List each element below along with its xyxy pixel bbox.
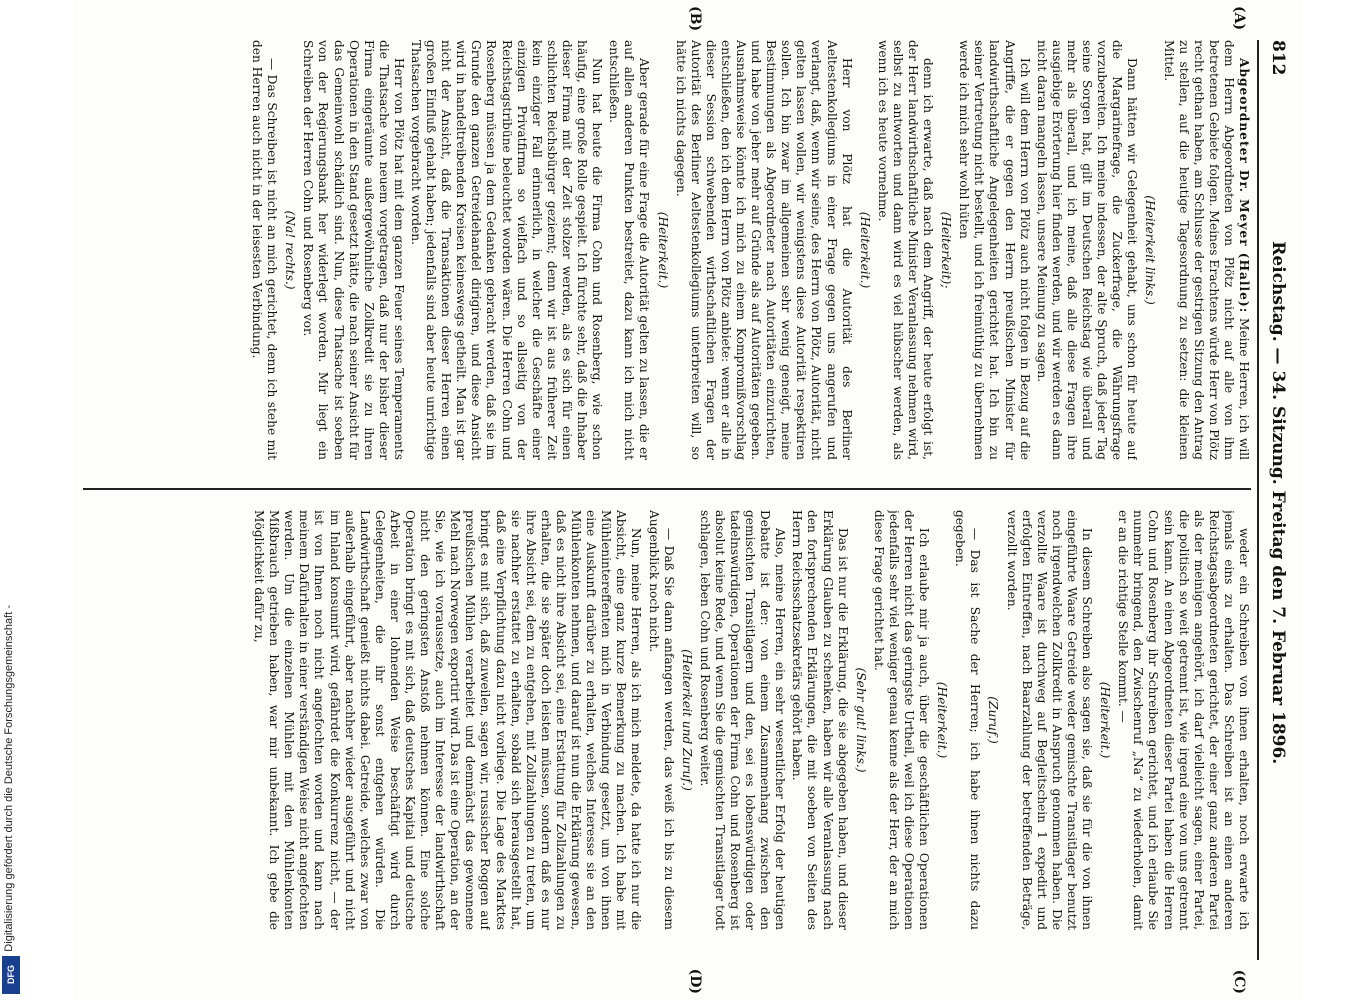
paragraph — [952, 510, 982, 930]
paragraph-text: Also, meine Herren, ein sehr wesentlicher Erfolg der heutigen Debatte ist der: von einem Zusammenhang zwischen den gemischten Transitlagern und den, sei es lobenswürdigen oder tadelnswürdigen, Operationen der Firma Cohn und Rosenberg ist absolut keine Rede, und wenn Sie die gemischten Transitlager todt schlagen, leben Cohn und Rosenberg weiter. — [697, 510, 788, 930]
paragraph-text: Nun, meine Herren, als ich mich meldete, da hatte ich nur die Absicht, eine ganz kurze Bemerkung zu machen. Ich habe mit Mühlenintereffenten mich in Verbindung gesetzt, um von ihnen eine Auskunft darüber zu erhalten, welches Interesse sie an den Mühlenkonten nehmen, und darauf ist nun die Erklärung gewesen, daß es nicht ihre Absicht sei, eine Erstattung für Zollzahlungen zu erhalten, die sie später doch leisten müssen, sondern daß es nur ihre Absicht sei, dem zu entgehen, mit Zollzahlungen zu treten, um sie nachher erstattet zu erhalten, sobald sich herausgestellt hat, daß eine Verpflichtung dazu nicht vorliege. Die Lage des Marktes bringt es mit sich, daß zuweilen, sagen wir, russischer Roggen auf preußischen Mühlen verarbeitet und demnächst das gewonnene Mehl nach Norwegen exportirt wird. Das ist eine Operation, an der Sie, wie ich voraussetze, auch im Interesse der landwirthschaft nicht den geringsten Anstoß nehmen können. Eine solche Operation bringt es mit sich, daß deutsches Kapital und deutsche Arbeit in einer lohnenden Weise beschäftigt wird durch Gelegenheiten, die ihr sonst entgehen würden. Die Landwirthschaft genießt nichts dabei. Getreide, welches zwar von außerhalb eingeführt, aber nachher wieder ausgeführt und nicht im Inland konsumirt wird, gefährdet die Konkurrenz nicht, — der ist von Ihnen noch nicht angefochten worden und kann nach meinem Dafürhalten in einer verständigen Weise nicht angefochten werden. Um die einzelnen Mühlen mit den Mühlenkonten Mißbrauch getrieben haben, war mir unbekannt. Ich gebe die Möglichkeit dafür zu, — [252, 510, 644, 930]
paragraph — [300, 40, 406, 460]
speaker-name: Abgeordneter Dr. Meyer (Halle): — [1237, 58, 1251, 314]
paragraph-text: Meine Herren, ich will dem Herrn Abgeordneten von Plötz nicht auf alle von ihm betretenen Gebiete folgen. Meines Erachtens würde Herr von Plötz recht gethan haben, am Schlusse der gestrigen Sitzung den Antrag zu stellen, auf die heutige Tagesordnung zu setzen: die kleinen Mittel. — [1161, 40, 1251, 460]
paragraph-text: — Das Schreiben ist nicht an mich gerichtet, denn ich stehe mit den Herren auch nicht in der leisesten Verbindung. — [250, 40, 280, 460]
paragraph-text: — Daß Sie dann anfangen werden, das weiß ich bis zu diesem Augenblick noch nicht. — [646, 510, 676, 930]
paragraph — [1115, 510, 1251, 930]
paragraph — [956, 40, 1031, 460]
paragraph — [251, 510, 643, 930]
paragraph — [1034, 40, 1140, 460]
stage-direction: (Heiterkeit.) — [935, 681, 950, 759]
attribution-strip — [0, 0, 22, 1000]
paragraph-text: Nun hat heute die Firma Cohn und Rosenberg, wie schon häufig, eine große Rolle gespielt. Ich fürchte sehr, daß die Inhaber dieser Firma mit der Zeit stolzer werden, als es sich für einen schlichten Reichsbürger geziemt; denn wir ist aus früherer Zeit kein einziger Fall erinnerlich, in welcher die Geschäfte einer einzigen Privatfirma so vielfach und so allseitig von der Reichstagstribüne beleuchtet worden wären. Die Herren Cohn und Rosenberg müssen ja dem Gedanken gebracht werden, daß sie im Grunde den ganzen Getreidehandel dirigiren, und diese Ansicht wird in handeltreibenden Kreisen keineswegs getheilt. Man ist gar nicht der Ansicht, daß die Transaktionen dieser Herren einen großen Einfluß gehabt haben; jedenfalls sind aber heute unrichtige Thatsachen vorgebracht worden. — [409, 40, 605, 460]
margin-mark-b: (B) — [687, 6, 703, 32]
column-divider — [83, 488, 1251, 490]
paragraph — [249, 40, 279, 460]
stage-direction: (Heiterkeit); — [939, 211, 954, 289]
stage-direction: (Heiterkeit und Zuruf.) — [679, 649, 694, 791]
paragraph — [875, 40, 935, 460]
margin-mark-c: (C) — [1231, 969, 1247, 994]
left-column — [83, 40, 1251, 460]
paragraph — [1160, 40, 1251, 460]
paragraph-text: Herr von Plötz hat die Autorität des Berliner Aeltestenkollegiums in einer Frage gegen uns angerufen und verlangt, daß, wenn wir seine, des Herrn von Plötz, Autorität, nicht gelten lassen wollen, wir wenigstens diese Autorität respektiren sollen. Ich bin zwar im allgemeinen sehr wenig geneigt, meine Bestimmungen als Abgeordneter nach Autoritäten einzurichten, und habe von jeher mehr auf Gründe als auf Autoritäten gegeben. Ausnahmsweise könnte ich mich zu einem Kompromißvorschlag entschließen, den ich dem Herrn von Plötz anbiete: wenn er alle in dieser Session schwebenden wirthschaftlichen Fragen der Autorität des Berliner Aeltestenkollegiums unterbreiten will, so hätte ich nichts dagegen. — [673, 40, 854, 460]
paragraph-text: Herr von Plötz hat mit dem ganzen Feuer seines Temperaments die Thatsache von neuem vorgetragen, daß nur der bisher dieser Firma eingeräumte außergewöhnliche Zollkredit sie zu ihren Operationen in den Stand gesetzt hätte, die nach seiner Ansicht für das Gemeinwohl schädlich sind. Nun, diese Thatsache ist soeben von der Regierungsbank her widerlegt worden. Mir liegt ein Schreiben der Herren Cohn und Rosenberg vor. — [301, 40, 406, 460]
stage-direction: (Na! rechts.) — [283, 210, 298, 290]
page-content-rotated — [73, 0, 1303, 1000]
paragraph — [789, 510, 849, 930]
paragraph — [645, 510, 675, 930]
paragraph-text: weder ein Schreiben von ihnen erhalten, noch erwarte ich jemals eins zu erhalten. Das Schreiben ist an einen anderen Reichstagsabgeordneten gerichtet, der einer ganz anderen Partei als der meinigen angehört, ich darf vielleicht sagen, einer Partei, die politisch so weit getrennt ist, wie irgend eine von uns getrennt sein kann. An einen Abgeordneten dieser Partei haben die Herren Cohn und Rosenberg ihr Schreiben gerichtet, und ich erlaube Sie nunmehr bringend, den Zwischenruf „Na“ zu wiederholen, damit er an die richtige Stelle kommt. — — [1116, 510, 1251, 930]
running-title: Reichstag. — 34. Sitzung. Freitag den 7. Februar 1896. — [1268, 241, 1288, 765]
stage-direction: (Heiterkeit.) — [857, 211, 872, 289]
paragraph-text: denn ich erwarte, daß nach dem Angriff, der heute erfolgt ist, der Herr landwirthschaftliche Minister Veranlassung nehmen wird, selbst zu antworten und dann wird es viel hübscher werden, als wenn ich es heute vornehme. — [875, 40, 936, 460]
paragraph-text: Dann hätten wir Gelegenheit gehabt, uns schon für heute auf die Margarinefrage, die Zuckerfrage, die Währungsfrage vorzubereiten. Ich meine indessen, der alte Spruch, daß jeder Tag seine Sorgen hat, gilt im Deutschen Reichstag wie überall und mehr als überall, und ich meine, daß alle diese Fragen ihre ausgiebige Erörterung hier finden werden, und wir werden es dann nicht daran mangeln lassen, unsere Meinung zu sagen. — [1034, 40, 1140, 460]
paragraph-text: Aber gerade für eine Frage die Autorität gelten zu lassen, die er auf allen anderen Punkten bestreitet, dazu kann ich mich nicht entschließen. — [607, 40, 652, 460]
header-rule — [1257, 40, 1259, 960]
paragraph — [697, 510, 788, 930]
stage-direction: (Zuruf.) — [986, 696, 1001, 744]
paragraph — [408, 40, 604, 460]
paragraph — [1004, 510, 1095, 930]
stage-direction: (Heiterkeit.) — [655, 211, 670, 289]
stage-direction: (Heiterkeit links.) — [1143, 195, 1158, 305]
paragraph — [871, 510, 931, 930]
paragraph-text: Ich erlaube mir ja auch, über die geschäftlichen Operationen der Herren nicht das geringste Urtheil, weil ich diese Operationen jedenfalls sehr viel weniger genau kenne als der Herr, der an mich diese Frage gerichtet hat. — [871, 510, 932, 930]
paragraph-text: Ich will dem Herrn von Plötz auch nicht folgen in Bezug auf die Angriffe, die er gegen den Herrn preußischen Minister für landwirthschaftliche Angelegenheiten gerichtet hat. Ich bin zu seiner Vertretung nicht bestellt, und ich freimüthig zu übernehmen werde ich mich sehr wohl hüten — [957, 40, 1032, 460]
margin-mark-a: (A) — [1231, 6, 1247, 31]
paragraph — [673, 40, 854, 460]
paragraph-text: Das ist nur die Erklärung, die sie abgegeben haben, und dieser Erklärung Glauben zu schenken, haben wir alle Veranlassung nach den fortsprechenden Erklärungen, die mit soeben von Seiten des Herrn Reichsschatzsekretärs gehört haben. — [790, 510, 850, 930]
attribution-text: Digitalisierung gefördert durch die Deutsche Forschungsgemeinschaft - — [3, 605, 15, 952]
scanned-page — [73, 0, 1303, 1000]
paragraph — [606, 40, 651, 460]
right-column — [83, 510, 1251, 930]
dfg-logo: DFG — [2, 956, 20, 994]
paragraph-text: — Das ist Sache der Herren; ich habe ihnen nichts dazu gegeben. — [953, 510, 983, 930]
margin-mark-d: (D) — [687, 968, 703, 994]
stage-direction: (Sehr gut! links.) — [853, 667, 868, 773]
stage-direction: (Heiterkeit.) — [1098, 681, 1113, 759]
paragraph-text: In diesem Schreiben also sagen sie, daß sie für die von ihnen eingeführte Waare Getreide weder gemischte Transitlager benutzt noch irgendwelchen Zollkredit in Anspruch genommen haben. Die verzollte Waare ist durchweg auf Begleitschein 1 expedirt und erfolgten Eintreffen, nach Baarzahlung der betreffenden Beträge, verzollt worden. — [1004, 510, 1095, 930]
page-header — [1261, 40, 1295, 960]
page-number: 812 — [1268, 40, 1288, 76]
